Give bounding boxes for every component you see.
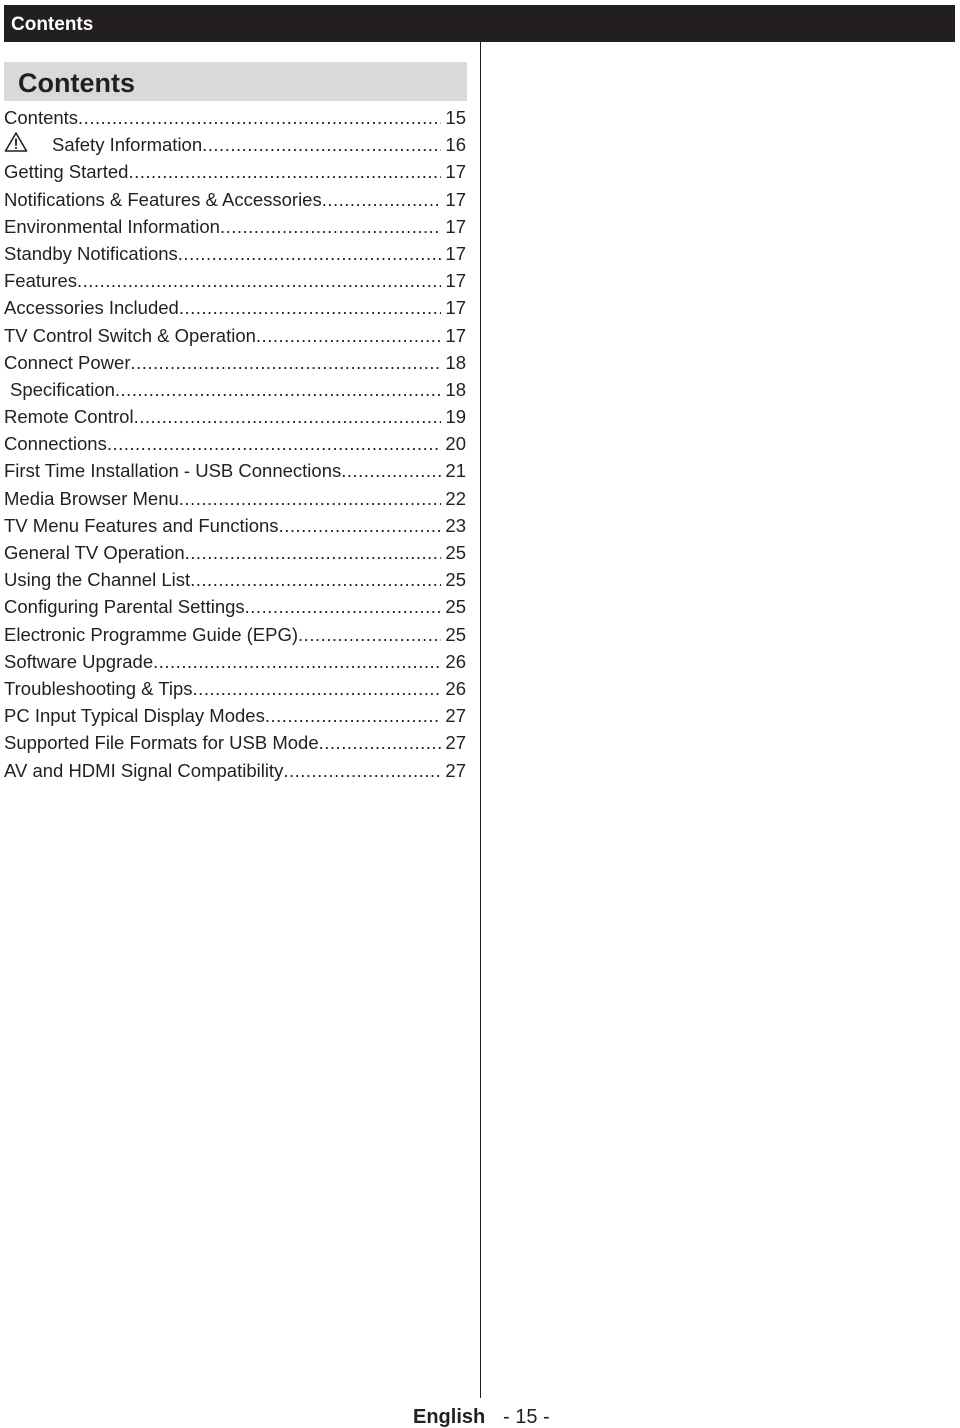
toc-entry-label: TV Menu Features and Functions (4, 514, 279, 536)
toc-entry-pc-input-display-modes[interactable] (4, 702, 466, 729)
toc-entry-features[interactable] (4, 267, 466, 294)
toc-leader-dots (283, 757, 441, 784)
toc-entry-label: First Time Installation - USB Connections (4, 460, 342, 482)
section-title: Contents (18, 68, 135, 98)
toc-page-number: 25 (445, 623, 466, 645)
toc-page-number: 18 (445, 351, 466, 373)
toc-page-number: 17 (445, 161, 466, 183)
toc-leader-dots (202, 131, 441, 158)
toc-entry-media-browser-menu[interactable] (4, 485, 466, 512)
toc-entry-label-group (4, 131, 202, 158)
toc-entry-supported-file-formats[interactable] (4, 729, 466, 756)
toc-entry-first-time-installation[interactable] (4, 457, 466, 484)
toc-entry-epg[interactable] (4, 621, 466, 648)
toc-entry-label: Standby Notifications (4, 242, 178, 264)
toc-leader-dots (319, 729, 442, 756)
toc-entry-contents[interactable] (4, 104, 466, 131)
toc-leader-dots (107, 430, 442, 457)
toc-entry-general-tv-operation[interactable] (4, 539, 466, 566)
toc-page-number: 21 (445, 460, 466, 482)
toc-page-number: 17 (445, 242, 466, 264)
toc-entry-label: Connections (4, 433, 107, 455)
toc-page-number: 27 (445, 705, 466, 727)
toc-entry-using-channel-list[interactable] (4, 566, 466, 593)
toc-entry-label: Remote Control (4, 406, 134, 428)
toc-leader-dots (220, 213, 441, 240)
toc-leader-dots (256, 322, 442, 349)
toc-entry-standby-notifications[interactable] (4, 240, 466, 267)
toc-leader-dots (128, 158, 441, 185)
toc-page-number: 27 (445, 759, 466, 781)
toc-entry-label: Features (4, 270, 78, 292)
toc-page-number: 20 (445, 433, 466, 455)
toc-entry-notifications-features-accessories[interactable] (4, 186, 466, 213)
toc-entry-safety-information[interactable] (4, 131, 466, 158)
toc-leader-dots (153, 648, 441, 675)
toc-leader-dots (193, 675, 442, 702)
warning-triangle-icon (4, 131, 28, 153)
toc-entry-label: Specification (10, 378, 115, 400)
toc-entry-tv-control-switch-operation[interactable] (4, 322, 466, 349)
column-divider (480, 42, 481, 1398)
toc-entry-connect-power[interactable] (4, 349, 466, 376)
footer-page-number: - 15 - (503, 1406, 550, 1428)
toc-page-number: 25 (445, 596, 466, 618)
header-bar (4, 5, 955, 42)
toc-entry-label: Media Browser Menu (4, 487, 179, 509)
toc-entry-environmental-information[interactable] (4, 213, 466, 240)
toc-page-number: 26 (445, 650, 466, 672)
toc-page-number: 16 (445, 134, 466, 156)
toc-page-number: 23 (445, 514, 466, 536)
toc-page-number: 18 (445, 378, 466, 400)
toc-entry-av-hdmi-compatibility[interactable] (4, 757, 466, 784)
toc-entry-label: Environmental Information (4, 215, 220, 237)
toc-entry-label: Contents (4, 107, 79, 128)
toc-entry-label: General TV Operation (4, 542, 185, 563)
toc-entry-label: TV Control Switch & Operation (4, 324, 256, 346)
toc-entry-label: Notifications & Features & Accessories (4, 188, 322, 210)
toc-entry-troubleshooting[interactable] (4, 675, 466, 702)
toc-entry-tv-menu-features[interactable] (4, 512, 466, 539)
toc-leader-dots (185, 539, 442, 566)
toc-entry-connections[interactable] (4, 430, 466, 457)
toc-page-number: 17 (445, 215, 466, 237)
toc-leader-dots (245, 593, 442, 620)
toc-page-number: 15 (445, 107, 466, 128)
toc-leader-dots (77, 267, 441, 294)
toc-entry-label: Getting Started (4, 161, 129, 183)
toc-leader-dots (190, 566, 441, 593)
toc-leader-dots (115, 376, 442, 403)
toc-entry-label: Supported File Formats for USB Mode (4, 732, 319, 754)
toc-entry-label: Electronic Programme Guide (EPG) (4, 623, 299, 645)
toc-entry-label: Connect Power (4, 351, 131, 373)
toc-page-number: 25 (445, 542, 466, 563)
toc-page-number: 17 (445, 270, 466, 292)
toc-page-number: 25 (445, 569, 466, 591)
toc-entry-label: PC Input Typical Display Modes (4, 705, 265, 727)
toc-leader-dots (134, 403, 442, 430)
toc-entry-label: Using the Channel List (4, 569, 191, 591)
toc-entry-label: Safety Information (52, 134, 203, 156)
toc-entry-label: AV and HDMI Signal Compatibility (4, 759, 284, 781)
toc-leader-dots (341, 457, 441, 484)
toc-entry-label: Accessories Included (4, 297, 179, 319)
toc-page-number: 27 (445, 732, 466, 754)
toc-page-number: 17 (445, 188, 466, 210)
toc-page-number: 17 (445, 324, 466, 346)
toc-leader-dots (298, 621, 441, 648)
toc-page-number: 26 (445, 677, 466, 699)
toc-entry-specification[interactable] (4, 376, 466, 403)
toc-entry-software-upgrade[interactable] (4, 648, 466, 675)
toc-leader-dots (179, 485, 442, 512)
table-of-contents (4, 104, 466, 784)
footer-language: English (413, 1406, 486, 1428)
toc-entry-label: Software Upgrade (4, 650, 154, 672)
toc-entry-label: Configuring Parental Settings (4, 596, 245, 618)
toc-entry-label: Troubleshooting & Tips (4, 677, 193, 699)
toc-leader-dots (178, 240, 442, 267)
toc-leader-dots (279, 512, 442, 539)
toc-page-number: 22 (445, 487, 466, 509)
toc-entry-remote-control[interactable] (4, 403, 466, 430)
header-title: Contents (11, 14, 94, 35)
toc-page-number: 19 (445, 406, 466, 428)
toc-leader-dots (179, 294, 442, 321)
toc-entry-accessories-included[interactable] (4, 294, 466, 321)
toc-leader-dots (78, 104, 441, 131)
toc-entry-getting-started[interactable] (4, 158, 466, 185)
toc-page-number: 17 (445, 297, 466, 319)
toc-entry-parental-settings[interactable] (4, 593, 466, 620)
toc-leader-dots (265, 702, 442, 729)
toc-leader-dots (322, 186, 442, 213)
toc-leader-dots (130, 349, 441, 376)
